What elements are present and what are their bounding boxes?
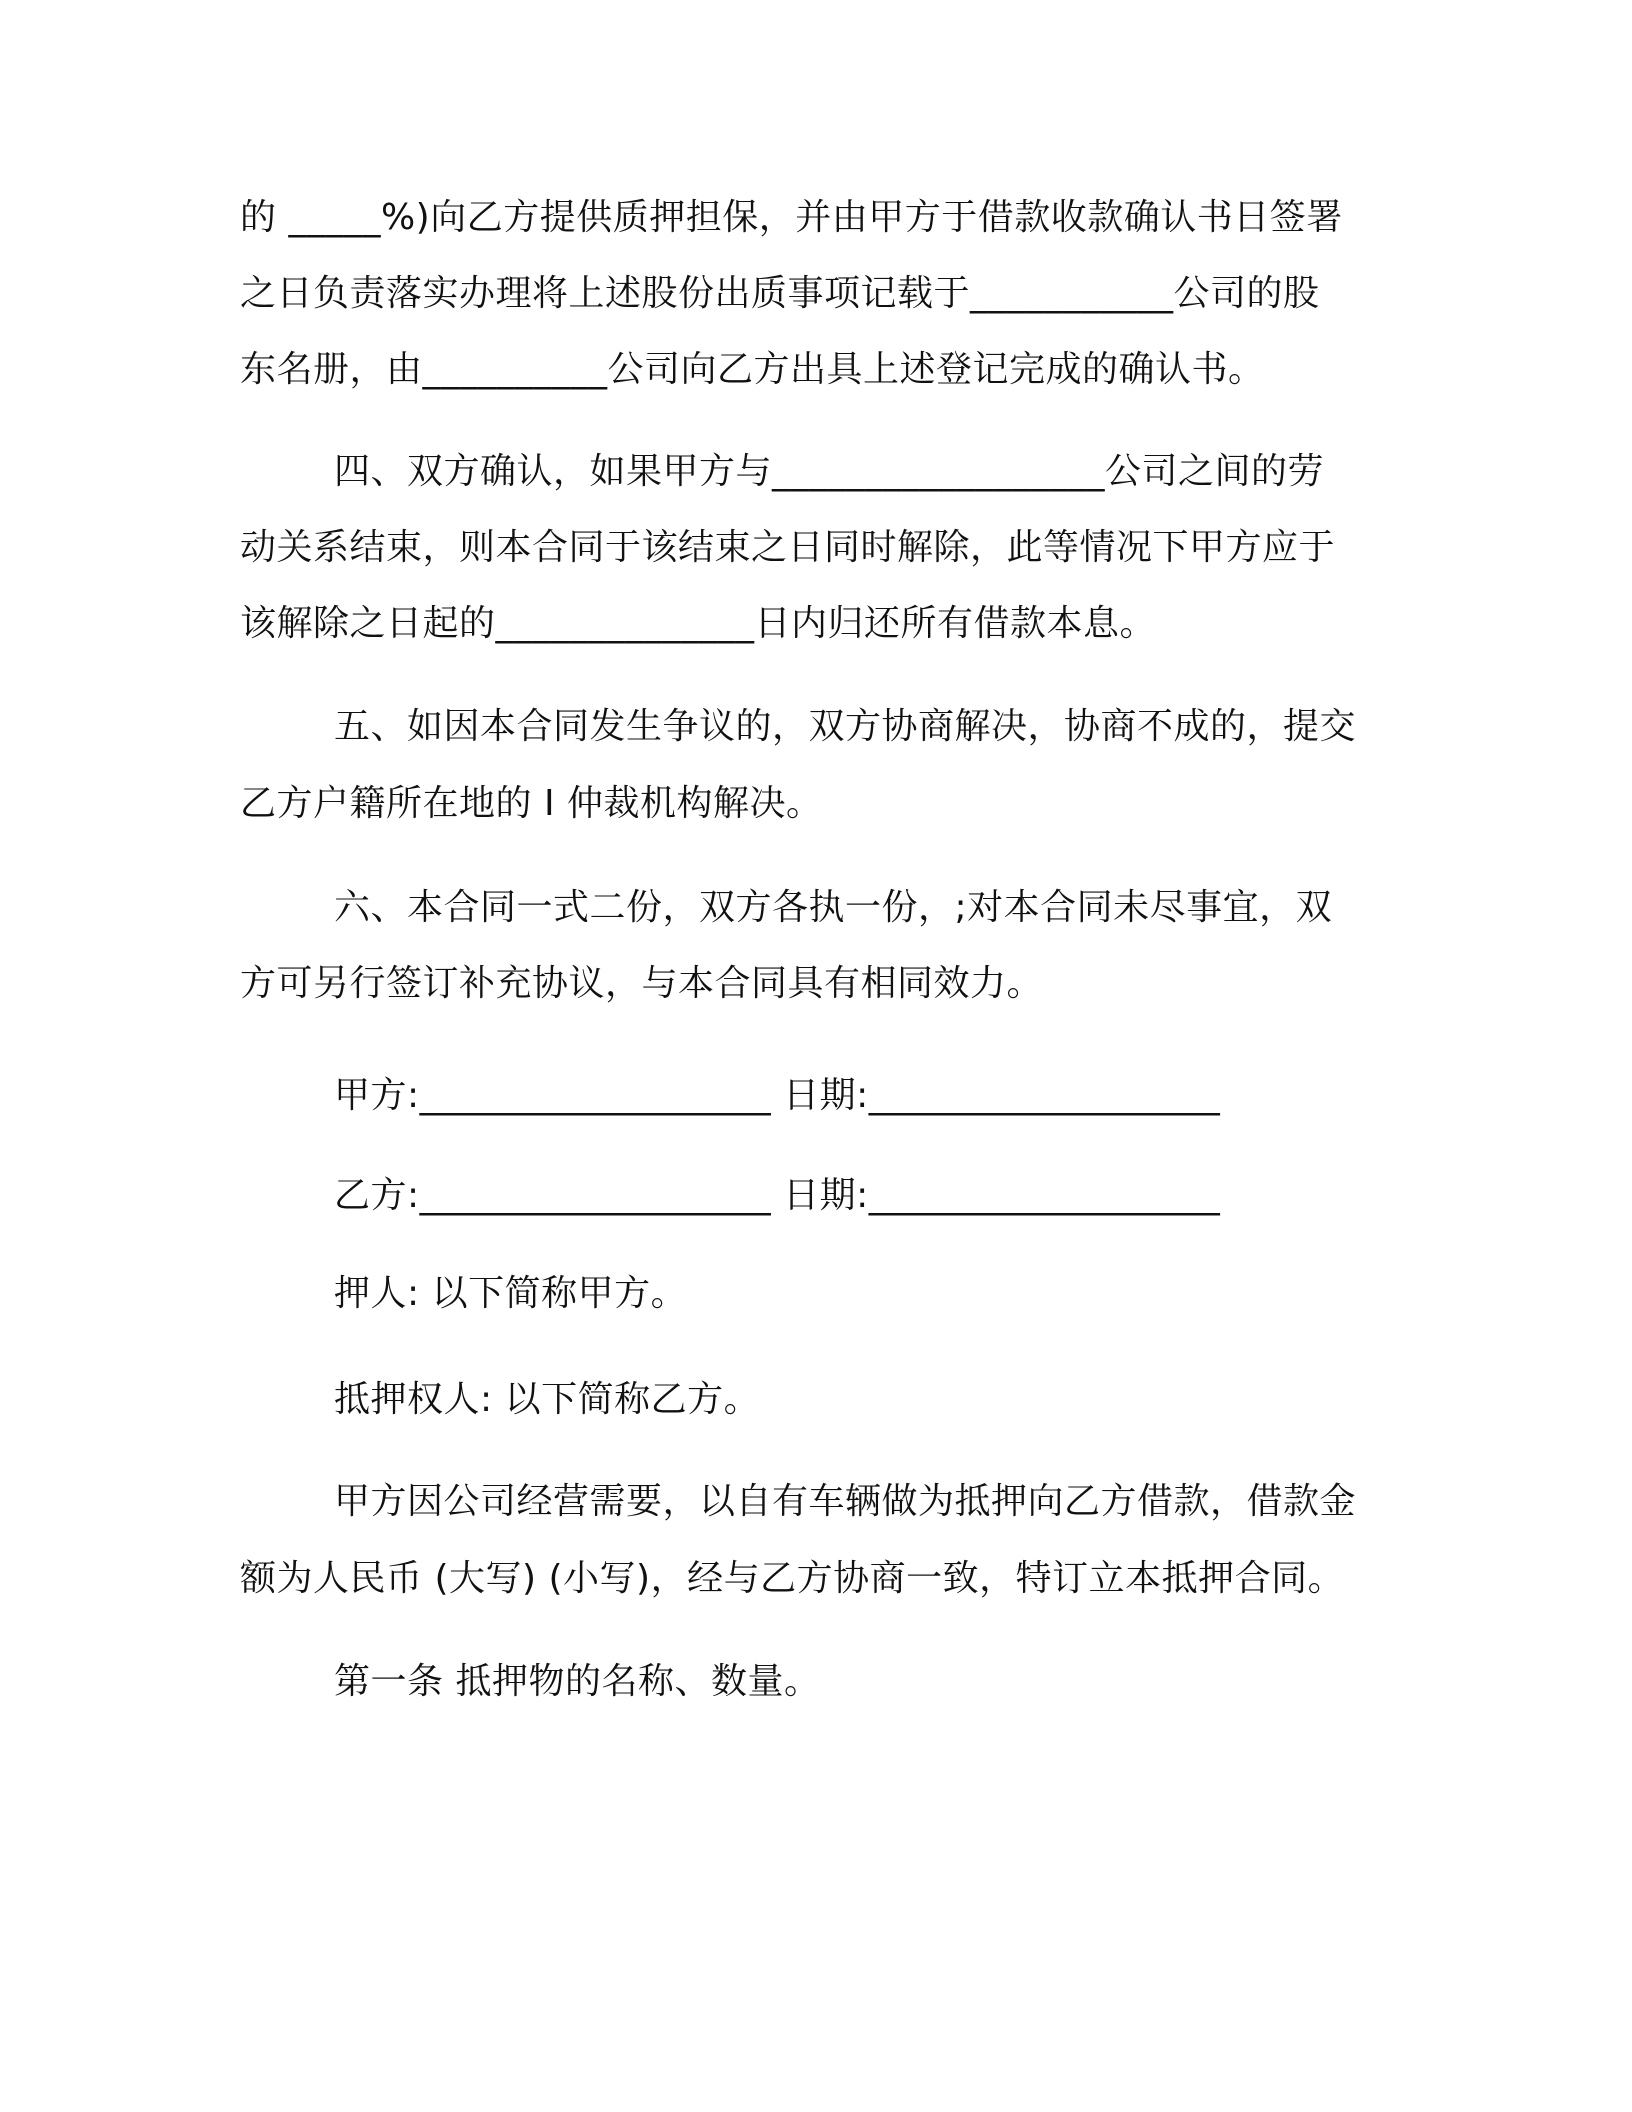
clause4-line3: 该解除之日起的______________日内归还所有借款本息。 bbox=[240, 603, 1157, 644]
mortgagor-line: 押人: 以下简称甲方。 bbox=[334, 1273, 688, 1314]
signature-party-a: 甲方:___________________ 日期:___________________ bbox=[334, 1075, 1221, 1116]
article1-title: 第一条 抵押物的名称、数量。 bbox=[334, 1661, 821, 1702]
clause5-line2: 乙方户籍所在地的 I 仲裁机构解决。 bbox=[240, 783, 823, 824]
clause6-line2: 方可另行签订补充协议，与本合同具有相同效力。 bbox=[240, 963, 1044, 1004]
clause4-line1: 四、双方确认，如果甲方与__________________公司之间的劳 bbox=[334, 451, 1325, 492]
intro-line2: 额为人民币 (大写) (小写)，经与乙方协商一致，特订立本抵押合同。 bbox=[240, 1558, 1345, 1599]
signature-party-b: 乙方:___________________ 日期:___________________ bbox=[334, 1175, 1221, 1216]
clause4-line2: 动关系结束，则本合同于该结束之日同时解除，此等情况下甲方应于 bbox=[240, 527, 1336, 568]
clause3-line2: 之日负责落实办理将上述股份出质事项记载于___________公司的股 bbox=[240, 273, 1320, 314]
clause3-line3: 东名册，由__________公司向乙方出具上述登记完成的确认书。 bbox=[240, 349, 1265, 390]
mortgagee-line: 抵押权人: 以下简称乙方。 bbox=[334, 1379, 761, 1420]
clause5-line1: 五、如因本合同发生争议的，双方协商解决，协商不成的，提交 bbox=[334, 706, 1357, 747]
clause6-line1: 六、本合同一式二份，双方各执一份，;对本合同未尽事宜，双 bbox=[334, 887, 1333, 928]
clause3-line1: 的 _____%)向乙方提供质押担保，并由甲方于借款收款确认书日签署 bbox=[240, 197, 1343, 238]
intro-line1: 甲方因公司经营需要，以自有车辆做为抵押向乙方借款，借款金 bbox=[334, 1481, 1357, 1522]
